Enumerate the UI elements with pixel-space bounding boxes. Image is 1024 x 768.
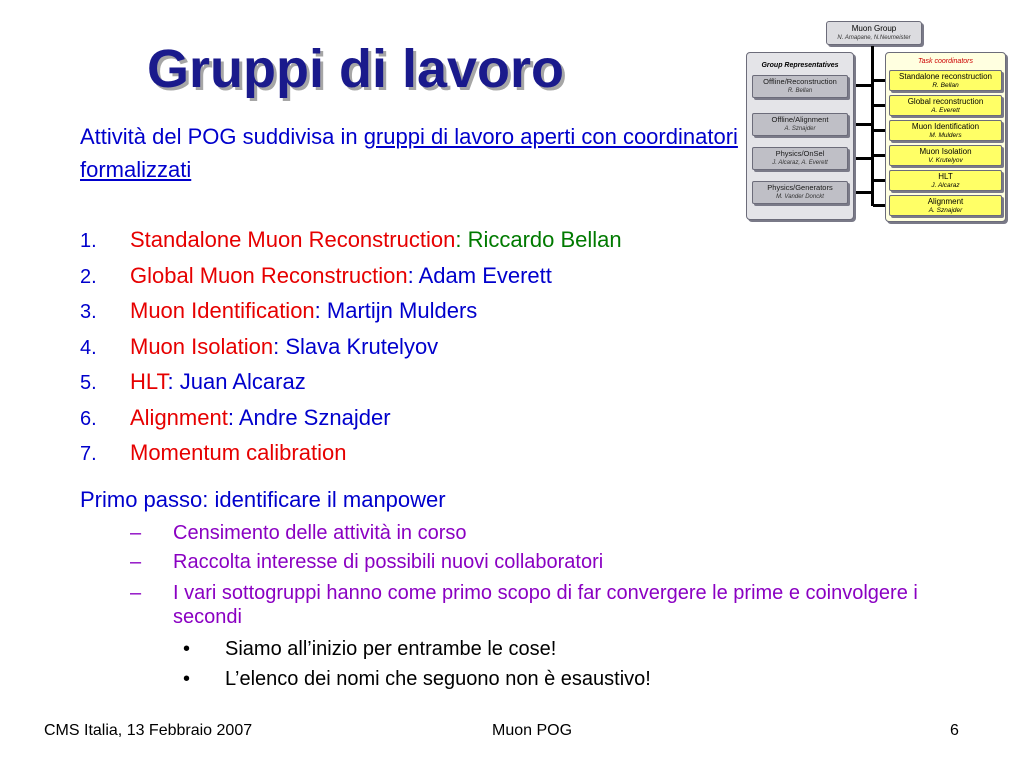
task-people: A. Everett	[931, 107, 960, 114]
list-item	[80, 364, 780, 400]
item-topic: Alignment	[130, 404, 228, 430]
task-people: V. Krutelyov	[928, 157, 963, 164]
item-person: Juan Alcaraz	[173, 369, 306, 394]
task-box	[889, 70, 1002, 91]
org-top-name: Muon Group	[851, 24, 897, 33]
group-people: A. Sznajder	[784, 126, 816, 132]
item-number: 2.	[80, 265, 97, 288]
item-topic: Muon Identification	[130, 298, 315, 323]
sub-item	[130, 581, 980, 629]
item-person: Andre Sznajder	[233, 404, 391, 430]
task-box	[889, 120, 1002, 141]
task-name: Muon Isolation	[919, 147, 972, 156]
task-box	[889, 95, 1002, 116]
task-people: R. Bellan	[932, 82, 959, 89]
list-item	[80, 222, 780, 258]
item-number: 1.	[80, 230, 97, 252]
intro-text: Attività del POG suddivisa in	[80, 124, 364, 149]
dash-marker: –	[130, 582, 142, 604]
slide-number: 6	[950, 722, 959, 739]
sub-item-text: I vari sottogruppi hanno come primo scopo di far convergere le prime e coinvolgere i secondi	[173, 582, 918, 628]
dash-marker: –	[130, 551, 142, 573]
group-box	[752, 147, 848, 170]
bullet-text: L’elenco dei nomi che seguono non è esaustivo!	[225, 668, 651, 690]
bullet-item	[183, 667, 651, 691]
list-item	[80, 435, 780, 471]
list-item	[80, 329, 780, 365]
bullet-item	[183, 637, 556, 661]
footer-left: CMS Italia, 13 Febbraio 2007	[44, 722, 253, 739]
bullet-marker: •	[183, 668, 191, 690]
group-box	[752, 181, 848, 204]
item-topic: Global Muon Reconstruction	[130, 262, 408, 288]
group-box	[752, 113, 848, 136]
item-separator: :	[455, 227, 462, 252]
bullet-marker: •	[183, 638, 191, 660]
dash-marker: –	[130, 522, 142, 544]
group-people: J. Alcaraz, A. Everett	[772, 160, 828, 166]
sub-item-text: Censimento delle attività in corso	[173, 522, 467, 544]
list-item	[80, 258, 780, 294]
item-topic: Muon Isolation	[130, 333, 274, 359]
org-top-people: N. Amapane, N.Neumeister	[837, 35, 911, 41]
group-name: Offline/Reconstruction	[763, 77, 837, 86]
task-box	[889, 145, 1002, 166]
task-name: Standalone reconstruction	[899, 72, 992, 81]
task-box	[889, 170, 1002, 191]
group-representatives-panel	[746, 52, 854, 220]
group-representatives-heading: Group Representatives	[761, 62, 839, 69]
item-separator: :	[273, 333, 280, 359]
intro-link[interactable]: gruppi di lavoro aperti con coordinatori formalizzati	[80, 124, 738, 182]
group-box	[752, 75, 848, 98]
sub-item	[130, 550, 980, 574]
org-connector	[855, 157, 872, 160]
sub-item	[130, 521, 980, 545]
org-top-box	[826, 21, 922, 45]
task-coordinators-panel	[885, 52, 1006, 222]
group-name: Physics/Generators	[767, 183, 833, 192]
item-number: 5.	[80, 372, 97, 394]
item-separator: :	[167, 369, 174, 394]
group-name: Physics/OnSel	[775, 149, 825, 158]
group-people: R. Bellan	[787, 88, 813, 94]
working-groups-list	[80, 222, 780, 471]
item-separator: :	[227, 404, 234, 430]
first-step-heading: Primo passo: identificare il manpower	[80, 487, 446, 512]
task-coordinators-heading: Task coordinators	[918, 58, 973, 65]
item-topic: Standalone Muon Reconstruction	[130, 227, 456, 252]
sub-item-text: Raccolta interesse di possibili nuovi collaboratori	[173, 551, 604, 573]
task-people: J. Alcaraz	[931, 182, 960, 189]
task-people: M. Mulders	[929, 132, 962, 139]
item-topic: Momentum calibration	[130, 440, 347, 465]
footer-center: Muon POG	[492, 722, 573, 739]
item-person: Adam Everett	[413, 262, 552, 288]
slide-title: Gruppi di lavoro	[147, 39, 565, 99]
item-separator: :	[314, 298, 321, 323]
bullet-text: Siamo all’inizio per entrambe le cose!	[225, 638, 557, 660]
org-connector	[855, 123, 872, 126]
item-person: Martijn Mulders	[320, 298, 478, 323]
item-separator: :	[407, 262, 414, 288]
group-name: Offline/Alignment	[771, 115, 829, 124]
task-name: Muon Identification	[911, 122, 980, 131]
list-item	[80, 293, 780, 329]
task-name: HLT	[938, 172, 953, 181]
intro-paragraph	[80, 120, 750, 186]
org-trunk-line	[871, 46, 874, 206]
group-people: M. Vander Donckt	[776, 194, 824, 200]
task-people: A. Sznajder	[928, 207, 963, 214]
task-name: Global reconstruction	[907, 97, 984, 106]
task-name: Alignment	[927, 197, 964, 206]
item-number: 4.	[80, 336, 97, 359]
org-connector	[855, 191, 872, 194]
task-box	[889, 195, 1002, 216]
item-number: 7.	[80, 443, 97, 465]
org-connector	[855, 84, 872, 87]
list-item	[80, 400, 780, 436]
item-number: 6.	[80, 407, 97, 430]
item-person: Slava Krutelyov	[279, 333, 439, 359]
item-number: 3.	[80, 301, 97, 323]
item-topic: HLT	[130, 369, 168, 394]
item-person: Riccardo Bellan	[461, 227, 622, 252]
